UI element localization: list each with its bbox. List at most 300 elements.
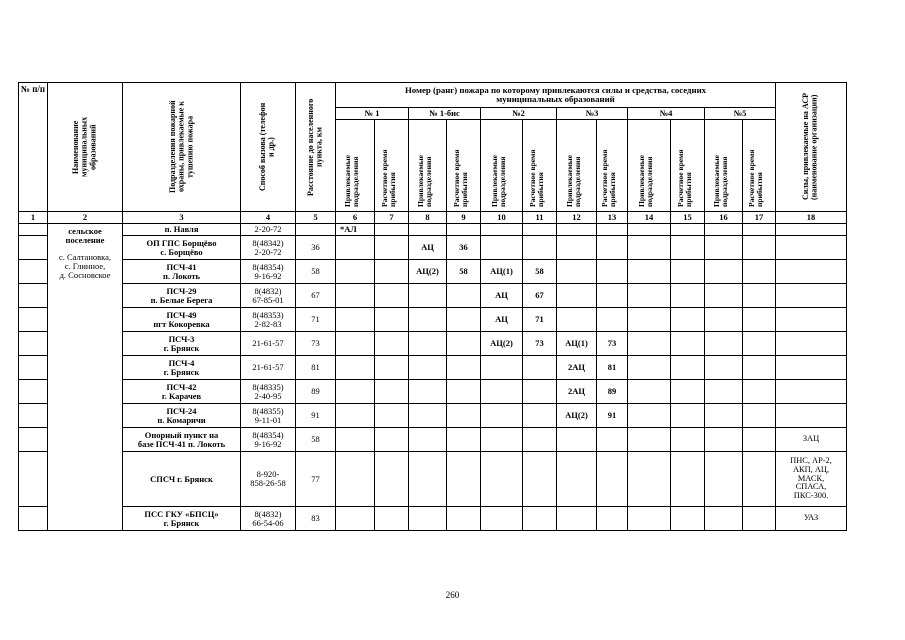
row-number-cell xyxy=(19,284,48,308)
cell-line: АКП, АЦ, xyxy=(792,464,830,474)
table-row xyxy=(19,452,847,507)
col-num: 5 xyxy=(296,212,336,224)
empty-cell xyxy=(705,236,743,260)
subdivision-cell xyxy=(123,404,241,428)
col-num: 4 xyxy=(241,212,296,224)
cell-line: 9-16-92 xyxy=(254,270,282,281)
row-number-cell xyxy=(19,452,48,507)
muni-name-line: поселение xyxy=(65,234,105,245)
sub-units-3: Привлекаемые подразделения xyxy=(557,120,597,212)
asr-cell xyxy=(776,380,847,404)
units-cell xyxy=(409,404,447,428)
empty-cell xyxy=(743,224,776,236)
subdivision-cell xyxy=(123,260,241,284)
empty-cell xyxy=(628,236,671,260)
col-num: 10 xyxy=(481,212,523,224)
table-row xyxy=(19,236,847,260)
cell-line: г. Брянск xyxy=(163,342,200,353)
units-cell xyxy=(336,332,375,356)
distance-cell: 67 xyxy=(296,284,336,308)
time-cell xyxy=(523,224,557,236)
subdivision-cell xyxy=(123,284,241,308)
time-cell xyxy=(447,452,481,507)
time-cell xyxy=(597,308,628,332)
empty-cell xyxy=(705,284,743,308)
table-row xyxy=(19,260,847,284)
time-cell xyxy=(375,404,409,428)
row-number-cell xyxy=(19,404,48,428)
time-cell: 91 xyxy=(597,404,628,428)
cell-line: ОП ГПС Борщёво xyxy=(146,237,217,248)
units-cell xyxy=(336,284,375,308)
time-cell: 73 xyxy=(597,332,628,356)
units-cell xyxy=(336,260,375,284)
time-cell xyxy=(597,284,628,308)
empty-cell xyxy=(705,428,743,452)
time-cell xyxy=(375,224,409,236)
table-row xyxy=(19,507,847,531)
empty-cell xyxy=(628,308,671,332)
time-cell: 71 xyxy=(523,308,557,332)
cell-line: ПСЧ-49 xyxy=(166,309,197,320)
empty-cell xyxy=(743,380,776,404)
units-cell: АЦ(1) xyxy=(557,332,597,356)
time-cell xyxy=(597,507,628,531)
settlement-name: д. Сосновское xyxy=(59,269,111,280)
table-row xyxy=(19,428,847,452)
municipality-cell xyxy=(48,224,123,531)
time-cell xyxy=(375,284,409,308)
header-muni-name: Наименование муниципальных образований xyxy=(48,83,123,212)
header-rank-1: № 1 xyxy=(336,108,409,120)
time-cell xyxy=(375,452,409,507)
col-num: 1 xyxy=(19,212,48,224)
empty-cell xyxy=(671,356,705,380)
col-num: 12 xyxy=(557,212,597,224)
cell-line: 9-11-01 xyxy=(254,414,282,425)
units-cell xyxy=(557,284,597,308)
distance-cell: 83 xyxy=(296,507,336,531)
empty-cell xyxy=(743,236,776,260)
subdivision-cell xyxy=(123,452,241,507)
units-cell xyxy=(336,380,375,404)
empty-cell xyxy=(628,356,671,380)
distance-cell: 58 xyxy=(296,428,336,452)
phone-cell xyxy=(241,308,296,332)
empty-cell xyxy=(743,404,776,428)
cell-line: г. Брянск xyxy=(163,517,200,528)
cell-line: 2-20-72 xyxy=(254,224,282,235)
col-num: 11 xyxy=(523,212,557,224)
column-numbers-row xyxy=(19,212,847,224)
distance-cell xyxy=(296,224,336,236)
empty-cell xyxy=(628,332,671,356)
time-cell xyxy=(375,332,409,356)
cell-line: МАСК, xyxy=(797,473,825,483)
cell-line: 8(4832) xyxy=(254,508,282,519)
cell-line: г. Карачев xyxy=(161,390,202,401)
empty-cell xyxy=(743,507,776,531)
distance-cell: 58 xyxy=(296,260,336,284)
units-cell: 2АЦ xyxy=(557,380,597,404)
header-rank-4: №4 xyxy=(628,108,705,120)
asr-cell xyxy=(776,507,847,531)
phone-cell xyxy=(241,452,296,507)
row-number-cell xyxy=(19,308,48,332)
time-cell xyxy=(447,332,481,356)
row-number-cell xyxy=(19,507,48,531)
units-cell: АЦ xyxy=(481,308,523,332)
phone-cell xyxy=(241,380,296,404)
sub-time-1bis: Расчетное время прибытия xyxy=(447,120,481,212)
subdivision-cell xyxy=(123,356,241,380)
cell-line: п. Белые Берега xyxy=(150,294,213,305)
time-cell: 58 xyxy=(523,260,557,284)
time-cell xyxy=(523,380,557,404)
settlement-name: с. Глинное, xyxy=(64,260,106,271)
empty-cell xyxy=(705,260,743,284)
col-num: 3 xyxy=(123,212,241,224)
time-cell xyxy=(375,380,409,404)
cell-line: СПСЧ г. Брянск xyxy=(150,473,213,484)
units-cell xyxy=(336,404,375,428)
phone-cell xyxy=(241,236,296,260)
units-cell: АЦ xyxy=(481,284,523,308)
col-num: 2 xyxy=(48,212,123,224)
sub-units-4: Привлекаемые подразделения xyxy=(628,120,671,212)
row-number-cell xyxy=(19,260,48,284)
units-cell xyxy=(557,428,597,452)
time-cell xyxy=(447,308,481,332)
header-subdivisions: Подразделения пожарной охраны, привлекаемые к тушению пожара xyxy=(123,83,241,212)
empty-cell xyxy=(705,452,743,507)
units-cell xyxy=(336,452,375,507)
cell-line: 8(48342) xyxy=(252,237,284,248)
time-cell xyxy=(375,260,409,284)
empty-cell xyxy=(705,380,743,404)
row-number-cell xyxy=(19,428,48,452)
distance-cell: 71 xyxy=(296,308,336,332)
empty-cell xyxy=(628,224,671,236)
phone-cell xyxy=(241,428,296,452)
distance-cell: 36 xyxy=(296,236,336,260)
time-cell xyxy=(375,428,409,452)
empty-cell xyxy=(628,380,671,404)
units-cell xyxy=(409,308,447,332)
cell-line: 21-61-57 xyxy=(252,338,284,349)
time-cell: 89 xyxy=(597,380,628,404)
table-row xyxy=(19,284,847,308)
units-cell xyxy=(409,380,447,404)
empty-cell xyxy=(671,308,705,332)
sub-units-5: Привлекаемые подразделения xyxy=(705,120,743,212)
time-cell xyxy=(375,356,409,380)
empty-cell xyxy=(628,452,671,507)
table-row xyxy=(19,332,847,356)
table-row xyxy=(19,380,847,404)
header-rank-5: №5 xyxy=(705,108,776,120)
time-cell xyxy=(447,380,481,404)
empty-cell xyxy=(705,356,743,380)
distance-cell: 91 xyxy=(296,404,336,428)
cell-line: 8(4832) xyxy=(254,285,282,296)
units-cell xyxy=(409,332,447,356)
distance-cell: 89 xyxy=(296,380,336,404)
cell-line: 9-16-92 xyxy=(254,438,282,449)
cell-line: базе ПСЧ-41 п. Локоть xyxy=(137,438,226,449)
time-cell: 81 xyxy=(597,356,628,380)
units-cell xyxy=(336,428,375,452)
units-cell: АЦ(2) xyxy=(409,260,447,284)
row-number-cell xyxy=(19,224,48,236)
units-cell xyxy=(409,356,447,380)
cell-line: г. Брянск xyxy=(163,366,200,377)
cell-line: ПСЧ-42 xyxy=(166,381,197,392)
cell-line: 8(48335) xyxy=(252,381,284,392)
cell-line: 8(48355) xyxy=(252,405,284,416)
time-cell xyxy=(597,260,628,284)
time-cell: 36 xyxy=(447,236,481,260)
units-cell xyxy=(409,224,447,236)
asr-cell xyxy=(776,452,847,507)
asr-cell xyxy=(776,356,847,380)
sub-time-5: Расчетное время прибытия xyxy=(743,120,776,212)
empty-cell xyxy=(705,224,743,236)
empty-cell xyxy=(628,260,671,284)
empty-cell xyxy=(743,356,776,380)
col-num: 15 xyxy=(671,212,705,224)
cell-line: пгт Кокоревка xyxy=(153,318,210,329)
time-cell: 58 xyxy=(447,260,481,284)
units-cell xyxy=(481,380,523,404)
sub-units-1bis: Привлекаемые подразделения xyxy=(409,120,447,212)
empty-cell xyxy=(628,404,671,428)
empty-cell xyxy=(743,452,776,507)
header-rank-1bis: № 1-бис xyxy=(409,108,481,120)
cell-line: ПСЧ-4 xyxy=(168,357,195,368)
sub-time-4: Расчетное время прибытия xyxy=(671,120,705,212)
units-cell xyxy=(336,356,375,380)
sub-time-3: Расчетное время прибытия xyxy=(597,120,628,212)
time-cell: 67 xyxy=(523,284,557,308)
empty-cell xyxy=(743,284,776,308)
empty-cell xyxy=(705,332,743,356)
cell-line: с. Борщёво xyxy=(160,246,203,257)
units-cell xyxy=(409,452,447,507)
phone-cell xyxy=(241,404,296,428)
cell-line: 8(48353) xyxy=(252,309,284,320)
header-no: № п/п xyxy=(19,83,48,212)
cell-line: ПСЧ-24 xyxy=(166,405,197,416)
cell-line: 21-61-57 xyxy=(252,362,284,373)
header-call-method: Способ вызова (телефон и др.) xyxy=(241,83,296,212)
time-cell xyxy=(523,404,557,428)
phone-cell xyxy=(241,507,296,531)
empty-cell xyxy=(705,308,743,332)
col-num: 8 xyxy=(409,212,447,224)
time-cell xyxy=(375,236,409,260)
cell-line: ПСЧ-41 xyxy=(166,261,197,272)
sub-units-1: Привлекаемые подразделения xyxy=(336,120,375,212)
empty-cell xyxy=(628,507,671,531)
cell-line: УАЗ xyxy=(803,513,819,523)
subdivision-cell xyxy=(123,428,241,452)
time-cell xyxy=(597,452,628,507)
fire-forces-table xyxy=(18,82,847,531)
distance-cell: 77 xyxy=(296,452,336,507)
phone-cell xyxy=(241,356,296,380)
empty-cell xyxy=(671,404,705,428)
cell-line: ЗАЦ xyxy=(802,434,820,444)
cell-line: 858-26-58 xyxy=(250,478,286,488)
time-cell xyxy=(523,236,557,260)
col-num: 9 xyxy=(447,212,481,224)
phone-cell xyxy=(241,224,296,236)
time-cell xyxy=(597,428,628,452)
units-cell: АЦ(2) xyxy=(557,404,597,428)
cell-line: ПСЧ-29 xyxy=(166,285,197,296)
cell-line: 8-920- xyxy=(256,469,280,480)
units-cell: АЦ(1) xyxy=(481,260,523,284)
row-number-cell xyxy=(19,356,48,380)
units-cell xyxy=(481,428,523,452)
cell-line: 66-54-06 xyxy=(252,517,284,528)
settlement-name: с. Салтановка, xyxy=(58,251,112,262)
units-cell: 2АЦ xyxy=(557,356,597,380)
time-cell xyxy=(447,224,481,236)
time-cell xyxy=(447,284,481,308)
col-num: 14 xyxy=(628,212,671,224)
time-cell xyxy=(447,507,481,531)
units-cell xyxy=(481,356,523,380)
col-num: 17 xyxy=(743,212,776,224)
phone-cell xyxy=(241,284,296,308)
header-rank-3: №3 xyxy=(557,108,628,120)
distance-cell: 81 xyxy=(296,356,336,380)
header-rank-2: №2 xyxy=(481,108,557,120)
asr-cell xyxy=(776,308,847,332)
asr-cell xyxy=(776,404,847,428)
phone-cell xyxy=(241,260,296,284)
cell-line: 8(48354) xyxy=(252,261,284,272)
sub-units-2: Привлекаемые подразделения xyxy=(481,120,523,212)
col-num: 6 xyxy=(336,212,375,224)
time-cell xyxy=(523,507,557,531)
empty-cell xyxy=(705,507,743,531)
cell-line: СПАСА, xyxy=(795,482,827,492)
table-row xyxy=(19,308,847,332)
cell-line: ПНС, АР-2, xyxy=(790,455,832,465)
asr-cell xyxy=(776,224,847,236)
units-cell xyxy=(336,308,375,332)
units-cell xyxy=(557,260,597,284)
empty-cell xyxy=(743,308,776,332)
col-num: 16 xyxy=(705,212,743,224)
page-number: 260 xyxy=(445,590,460,600)
cell-line: Опорный пункт на xyxy=(144,429,219,440)
table-row xyxy=(19,404,847,428)
units-cell: АЦ xyxy=(409,236,447,260)
time-cell xyxy=(447,356,481,380)
header-distance: Расстояние до населенного пункта, км xyxy=(296,83,336,212)
time-cell xyxy=(597,236,628,260)
empty-cell xyxy=(705,404,743,428)
time-cell xyxy=(523,356,557,380)
cell-line: п. Локоть xyxy=(162,270,201,281)
time-cell: 73 xyxy=(523,332,557,356)
units-cell xyxy=(409,284,447,308)
units-cell: АЦ(2) xyxy=(481,332,523,356)
sub-time-1: Расчетное время прибытия xyxy=(375,120,409,212)
cell-line: 2-82-83 xyxy=(254,318,282,329)
empty-cell xyxy=(671,507,705,531)
units-cell xyxy=(481,224,523,236)
phone-cell xyxy=(241,332,296,356)
header-fire-number-title: Номер (ранг) пожара по которому привлекаются силы и средства, соседних муниципальных образований xyxy=(336,83,776,108)
time-cell xyxy=(375,507,409,531)
cell-line: 8(48354) xyxy=(252,429,284,440)
subdivision-cell xyxy=(123,224,241,236)
distance-cell: 73 xyxy=(296,332,336,356)
row-number-cell xyxy=(19,332,48,356)
units-cell xyxy=(481,236,523,260)
subdivision-cell xyxy=(123,380,241,404)
units-cell xyxy=(557,236,597,260)
sub-time-2: Расчетное время прибытия xyxy=(523,120,557,212)
cell-line: ПСЧ-3 xyxy=(168,333,195,344)
units-cell xyxy=(409,428,447,452)
header-asr-forces: Силы, привлекаемые на АСР (наименование организации) xyxy=(776,83,847,212)
cell-line: ПСС ГКУ «БПСЦ» xyxy=(144,508,219,519)
units-cell xyxy=(336,236,375,260)
empty-cell xyxy=(671,260,705,284)
empty-cell xyxy=(671,380,705,404)
empty-cell xyxy=(671,224,705,236)
cell-line: 67-85-01 xyxy=(252,294,284,305)
time-cell xyxy=(375,308,409,332)
units-cell xyxy=(557,308,597,332)
col-num: 18 xyxy=(776,212,847,224)
units-cell xyxy=(409,507,447,531)
units-cell xyxy=(557,224,597,236)
time-cell xyxy=(523,428,557,452)
cell-line: ПКС-300. xyxy=(793,491,829,501)
subdivision-cell xyxy=(123,507,241,531)
cell-line: 2-40-95 xyxy=(254,390,282,401)
col-num: 13 xyxy=(597,212,628,224)
table-row xyxy=(19,224,847,236)
empty-cell xyxy=(671,428,705,452)
asr-cell xyxy=(776,284,847,308)
units-cell xyxy=(557,452,597,507)
units-cell xyxy=(481,404,523,428)
time-cell xyxy=(447,428,481,452)
empty-cell xyxy=(628,428,671,452)
units-cell xyxy=(557,507,597,531)
units-cell xyxy=(481,507,523,531)
empty-cell xyxy=(671,452,705,507)
subdivision-cell xyxy=(123,332,241,356)
empty-cell xyxy=(628,284,671,308)
empty-cell xyxy=(743,332,776,356)
empty-cell xyxy=(743,428,776,452)
units-cell: *АЛ xyxy=(336,224,375,236)
col-num: 7 xyxy=(375,212,409,224)
table-row xyxy=(19,356,847,380)
subdivision-cell xyxy=(123,308,241,332)
row-number-cell xyxy=(19,236,48,260)
empty-cell xyxy=(743,260,776,284)
